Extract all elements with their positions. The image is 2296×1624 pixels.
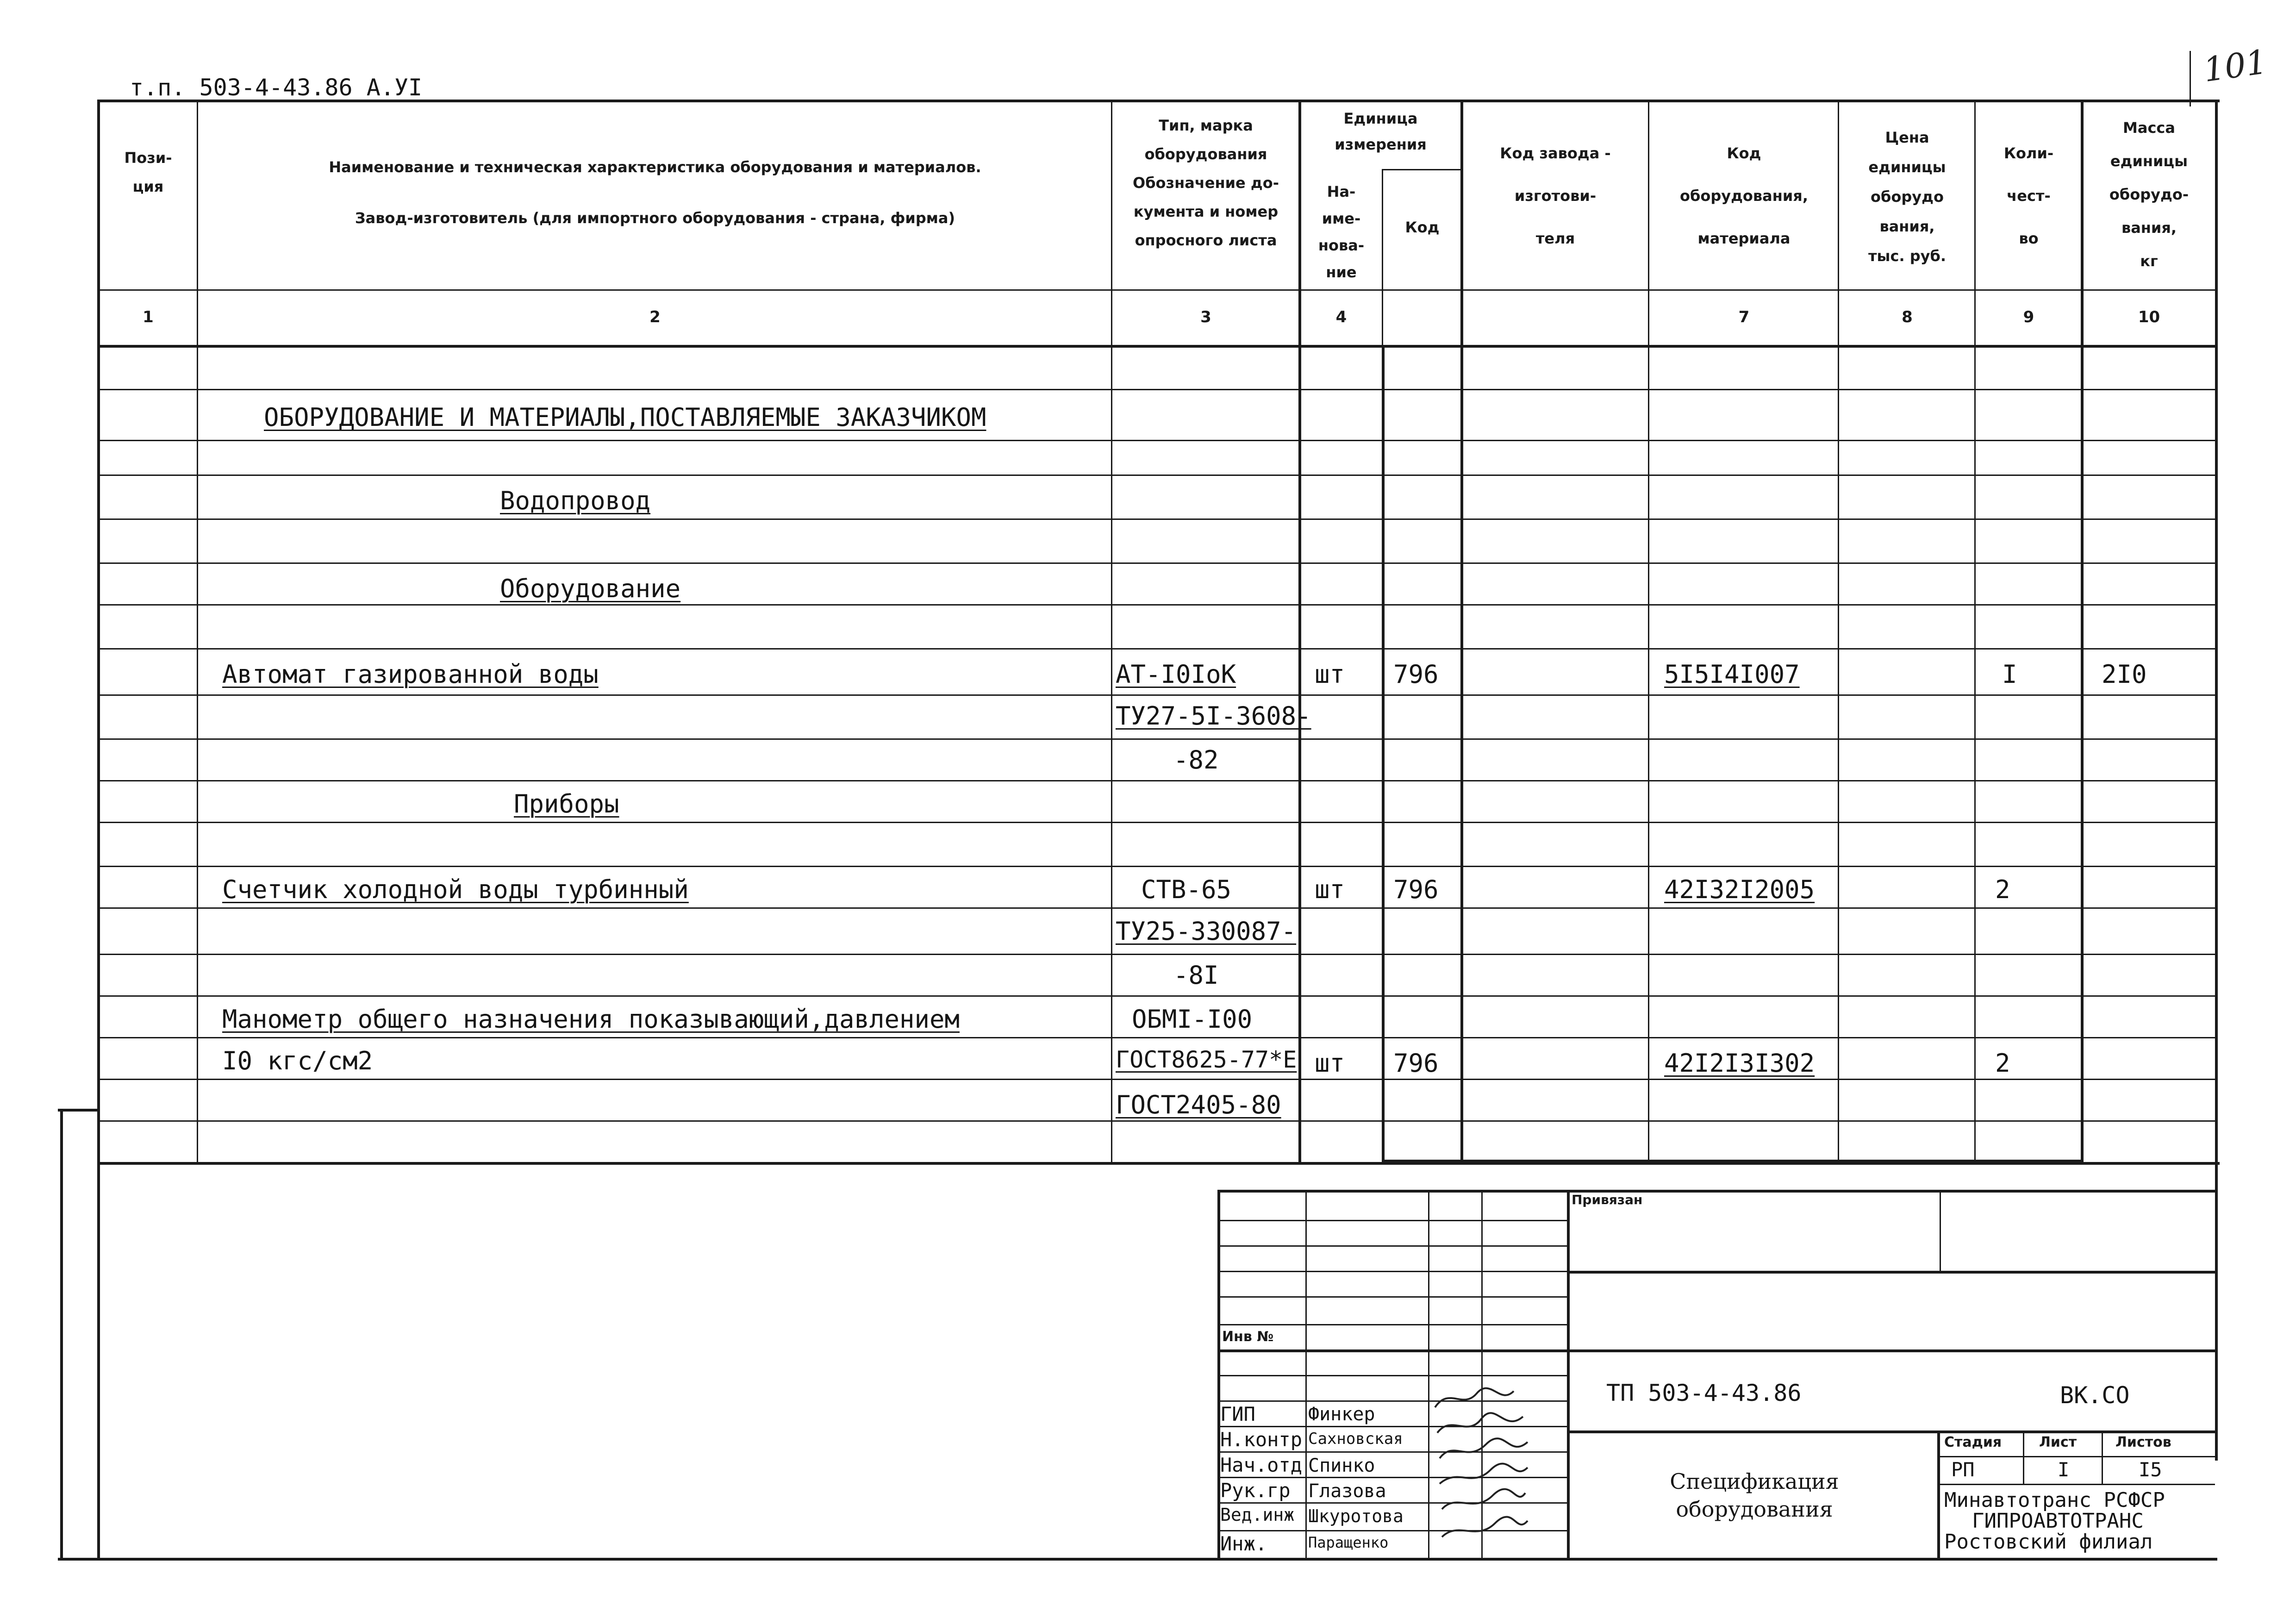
item3-name-line1: Манометр общего назначения показывающий,давлением xyxy=(222,1005,960,1034)
bound-label: Привязан xyxy=(1572,1192,1643,1207)
sign-role-4: Рук.гр xyxy=(1220,1479,1291,1502)
sign-name-3: Спинко xyxy=(1308,1455,1375,1476)
header-unit-name: На- име- нова- ние xyxy=(1318,183,1365,281)
sign-role-6: Инж. xyxy=(1220,1532,1267,1555)
header-unit: Единица измерения xyxy=(1335,110,1427,153)
stage-value: РП xyxy=(1951,1458,1975,1481)
sign-role-2: Н.контр xyxy=(1220,1428,1303,1451)
org-line3: Ростовский филиал xyxy=(1944,1530,2153,1554)
header-name-line1: Наименование и техническая характеристика оборудования и материалов. xyxy=(329,158,981,176)
header-mass: Масса единицы оборудо- вания, кг xyxy=(2109,119,2189,270)
item2-equipment-code: 42I32I2005 xyxy=(1664,875,1815,904)
section-title: ОБОРУДОВАНИЕ И МАТЕРИАЛЫ,ПОСТАВЛЯЕМЫЕ ЗАКАЗЧИКОМ xyxy=(264,403,986,432)
item3-type-3: ГОСТ2405-80 xyxy=(1116,1090,1281,1119)
colnum-10: 10 xyxy=(2138,308,2160,326)
page-number-handwritten: 101 xyxy=(2201,42,2270,90)
colnum-9: 9 xyxy=(2023,308,2034,326)
item1-code: 796 xyxy=(1393,660,1439,689)
header-type: Тип, марка оборудования Обозначение до- кумента и номер опросного листа xyxy=(1133,117,1279,249)
sign-name-6: Паращенко xyxy=(1308,1534,1389,1551)
header-factory-code: Код завода - изготови- теля xyxy=(1500,144,1611,247)
item3-equipment-code: 42I2I3I302 xyxy=(1664,1049,1815,1078)
item3-code: 796 xyxy=(1393,1049,1439,1078)
item2-type-3: -8I xyxy=(1173,961,1219,990)
sheet-value: I xyxy=(2058,1458,2070,1481)
header-unit-code: Код xyxy=(1405,219,1440,236)
item1-unit: шт xyxy=(1315,660,1345,689)
header-price: Цена единицы оборудо вания, тыс. руб. xyxy=(1868,129,1946,265)
doc-title: Спецификация оборудования xyxy=(1670,1469,1839,1522)
org-line1: Минавтотранс РСФСР xyxy=(1944,1488,2165,1512)
item1-equipment-code: 5I5I4I007 xyxy=(1664,660,1800,689)
colnum-8: 8 xyxy=(1902,308,1913,326)
stage-label: Стадия xyxy=(1944,1434,2002,1450)
item1-mass: 2I0 xyxy=(2102,660,2147,689)
colnum-3: 3 xyxy=(1200,308,1211,326)
sign-role-5: Вед.инж xyxy=(1220,1505,1295,1525)
item1-type-3: -82 xyxy=(1173,745,1219,775)
header-position: Пози- ция xyxy=(124,149,172,195)
sign-name-5: Шкуротова xyxy=(1308,1506,1404,1526)
item1-name: Автомат газированной воды xyxy=(222,660,599,689)
item2-type-1: СТВ-65 xyxy=(1141,875,1232,904)
sheets-value: I5 xyxy=(2139,1458,2162,1481)
item2-quantity: 2 xyxy=(1995,875,2010,904)
item3-name-line2: I0 кгс/см2 xyxy=(222,1046,373,1075)
item3-unit: шт xyxy=(1315,1049,1345,1078)
org-line2: ГИПРОАВТОТРАНС xyxy=(1972,1509,2144,1533)
item1-quantity: I xyxy=(2002,660,2017,689)
sign-name-2: Сахновская xyxy=(1308,1430,1403,1448)
item2-unit: шт xyxy=(1315,875,1345,904)
sign-role-3: Нач.отд xyxy=(1220,1454,1303,1476)
item1-type-1: АТ-I0IоК xyxy=(1116,660,1236,689)
item2-type-2: ТУ25-330087- xyxy=(1116,917,1297,946)
colnum-7: 7 xyxy=(1738,308,1750,326)
item3-quantity: 2 xyxy=(1995,1049,2010,1078)
subsection-devices: Приборы xyxy=(514,789,619,818)
sign-name-1: Финкер xyxy=(1308,1404,1375,1425)
doc-code: ВК.СО xyxy=(2060,1382,2130,1409)
sign-name-4: Глазова xyxy=(1308,1480,1386,1502)
colnum-1: 1 xyxy=(143,308,154,326)
item2-code: 796 xyxy=(1393,875,1439,904)
item3-type-2: ГОСТ8625-77*Е xyxy=(1116,1046,1297,1073)
document-reference: т.п. 503-4-43.86 А.УI xyxy=(130,74,423,101)
item1-type-2: ТУ27-5I-3608- xyxy=(1116,701,1311,731)
colnum-2: 2 xyxy=(649,308,661,326)
sheet-label: Лист xyxy=(2039,1434,2077,1450)
subsection-equipment: Оборудование xyxy=(500,574,681,603)
doc-number: ТП 503-4-43.86 xyxy=(1606,1380,1802,1406)
sheets-label: Листов xyxy=(2115,1434,2171,1450)
inventory-label: Инв № xyxy=(1222,1329,1274,1345)
signature-scribbles xyxy=(1430,1382,1551,1558)
colnum-4: 4 xyxy=(1335,308,1347,326)
header-name-line2: Завод-изготовитель (для импортного оборудования - страна, фирма) xyxy=(355,209,955,227)
subsection-water: Водопровод xyxy=(500,486,651,515)
header-quantity: Коли- чест- во xyxy=(2003,144,2054,247)
item3-type-1: ОБМI-I00 xyxy=(1132,1005,1253,1034)
sign-role-1: ГИП xyxy=(1220,1403,1255,1425)
item2-name: Счетчик холодной воды турбинный xyxy=(222,875,689,904)
header-equipment-code: Код оборудования, материала xyxy=(1680,144,1808,247)
